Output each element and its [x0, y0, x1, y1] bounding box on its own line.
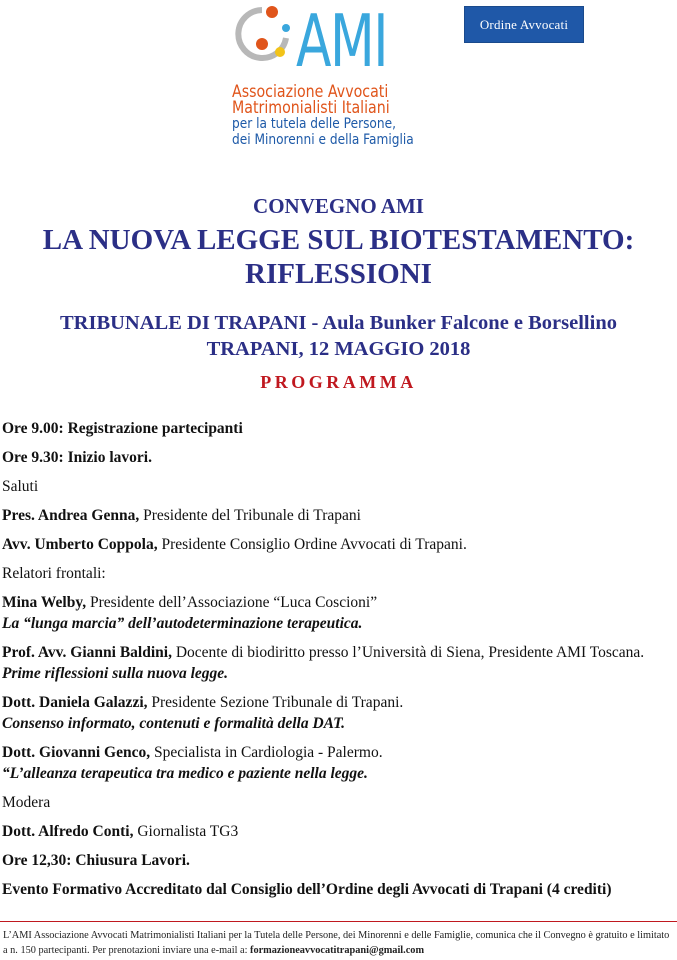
- speaker-role: Giornalista TG3: [133, 823, 239, 840]
- assoc-line-3: per la tutela delle Persone,: [232, 116, 396, 132]
- footer-email-link[interactable]: formazioneavvocatitrapani@gmail.com: [250, 945, 425, 956]
- speaker-name: Dott. Alfredo Conti,: [2, 823, 134, 840]
- start-time: Ore 9.30: Inizio lavori.: [2, 449, 152, 466]
- speaker-genco: [2, 742, 674, 763]
- venue: TRIBUNALE DI TRAPANI - Aula Bunker Falcone e Borsellino: [60, 312, 617, 334]
- accreditation-note: Evento Formativo Accreditato dal Consiglio dell’Ordine degli Avvocati di Trapani (4 crediti): [2, 881, 612, 898]
- speaker-role: Docente di biodiritto presso l’Università di Siena, Presidente AMI Toscana.: [171, 644, 645, 661]
- speaker-role: Presidente Sezione Tribunale di Trapani.: [147, 694, 404, 711]
- speaker-name: Prof. Avv. Gianni Baldini,: [2, 644, 172, 661]
- speaker-name: Pres. Andrea Genna,: [2, 507, 140, 524]
- assoc-line-2: Matrimonialisti Italiani: [232, 98, 390, 117]
- header: [0, 0, 677, 170]
- speaker-name: Avv. Umberto Coppola,: [2, 536, 158, 553]
- speaker-name: Mina Welby,: [2, 594, 87, 611]
- speaker-galazzi: [2, 692, 674, 713]
- speaker-welby: [2, 592, 674, 613]
- talk-genco: “L’alleanza terapeutica tra medico e paziente nella legge.: [2, 765, 368, 782]
- program-list: [2, 418, 674, 900]
- speaker-role: Presidente del Tribunale di Trapani: [139, 507, 361, 524]
- closing-time: Ore 12,30: Chiusura Lavori.: [2, 852, 190, 869]
- relatori-label: Relatori frontali:: [2, 565, 106, 582]
- talk-galazzi: Consenso informato, contenuti e formalità della DAT.: [2, 715, 346, 732]
- modera-label: Modera: [2, 794, 51, 811]
- speaker-name: Dott. Giovanni Genco,: [2, 744, 151, 761]
- footer-divider: [0, 921, 677, 922]
- programma-heading: PROGRAMMA: [260, 372, 417, 392]
- speaker-name: Dott. Daniela Galazzi,: [2, 694, 148, 711]
- event-date: TRAPANI, 12 MAGGIO 2018: [206, 338, 471, 360]
- talk-welby: La “lunga marcia” dell’autodeterminazione terapeutica.: [2, 615, 363, 632]
- speaker-role: Presidente dell’Associazione “Luca Coscioni”: [86, 594, 378, 611]
- speaker-role: Presidente Consiglio Ordine Avvocati di Trapani.: [157, 536, 467, 553]
- footer-line-1: L’AMI Associazione Avvocati Matrimonialisti Italiani per la Tutela delle Persone, dei Minorenni e delle Famiglie, comunica che il Convegno è gratuito e limitato: [3, 930, 670, 941]
- moderator-conti: [2, 821, 674, 842]
- ami-logo-text: AMI: [296, 0, 388, 83]
- speaker-coppola: [2, 534, 674, 555]
- venue-block: [0, 310, 677, 362]
- footer-line-2-text: a n. 150 partecipanti. Per prenotazioni inviare una e-mail a:: [3, 945, 251, 956]
- speaker-role: Specialista in Cardiologia - Palermo.: [150, 744, 383, 761]
- registration-time: Ore 9.00: Registrazione partecipanti: [2, 420, 243, 437]
- event-title: [0, 223, 677, 291]
- convegno-heading: CONVEGNO AMI: [253, 194, 424, 218]
- speaker-genna: [2, 505, 674, 526]
- footer-note: [3, 928, 675, 958]
- footer-line-2: [3, 943, 675, 958]
- event-title-line-1: LA NUOVA LEGGE SUL BIOTESTAMENTO:: [42, 224, 635, 256]
- saluti-label: Saluti: [2, 478, 39, 495]
- assoc-line-1: Associazione Avvocati: [232, 82, 389, 101]
- assoc-line-4: dei Minorenni e della Famiglia: [232, 132, 414, 148]
- event-title-line-2: RIFLESSIONI: [245, 258, 432, 290]
- ordine-avvocati-logo: Ordine Avvocati: [464, 6, 584, 43]
- talk-baldini: Prime riflessioni sulla nuova legge.: [2, 665, 229, 682]
- speaker-baldini: [2, 642, 674, 663]
- association-name: [232, 84, 492, 148]
- ami-logo-icon: [232, 4, 292, 66]
